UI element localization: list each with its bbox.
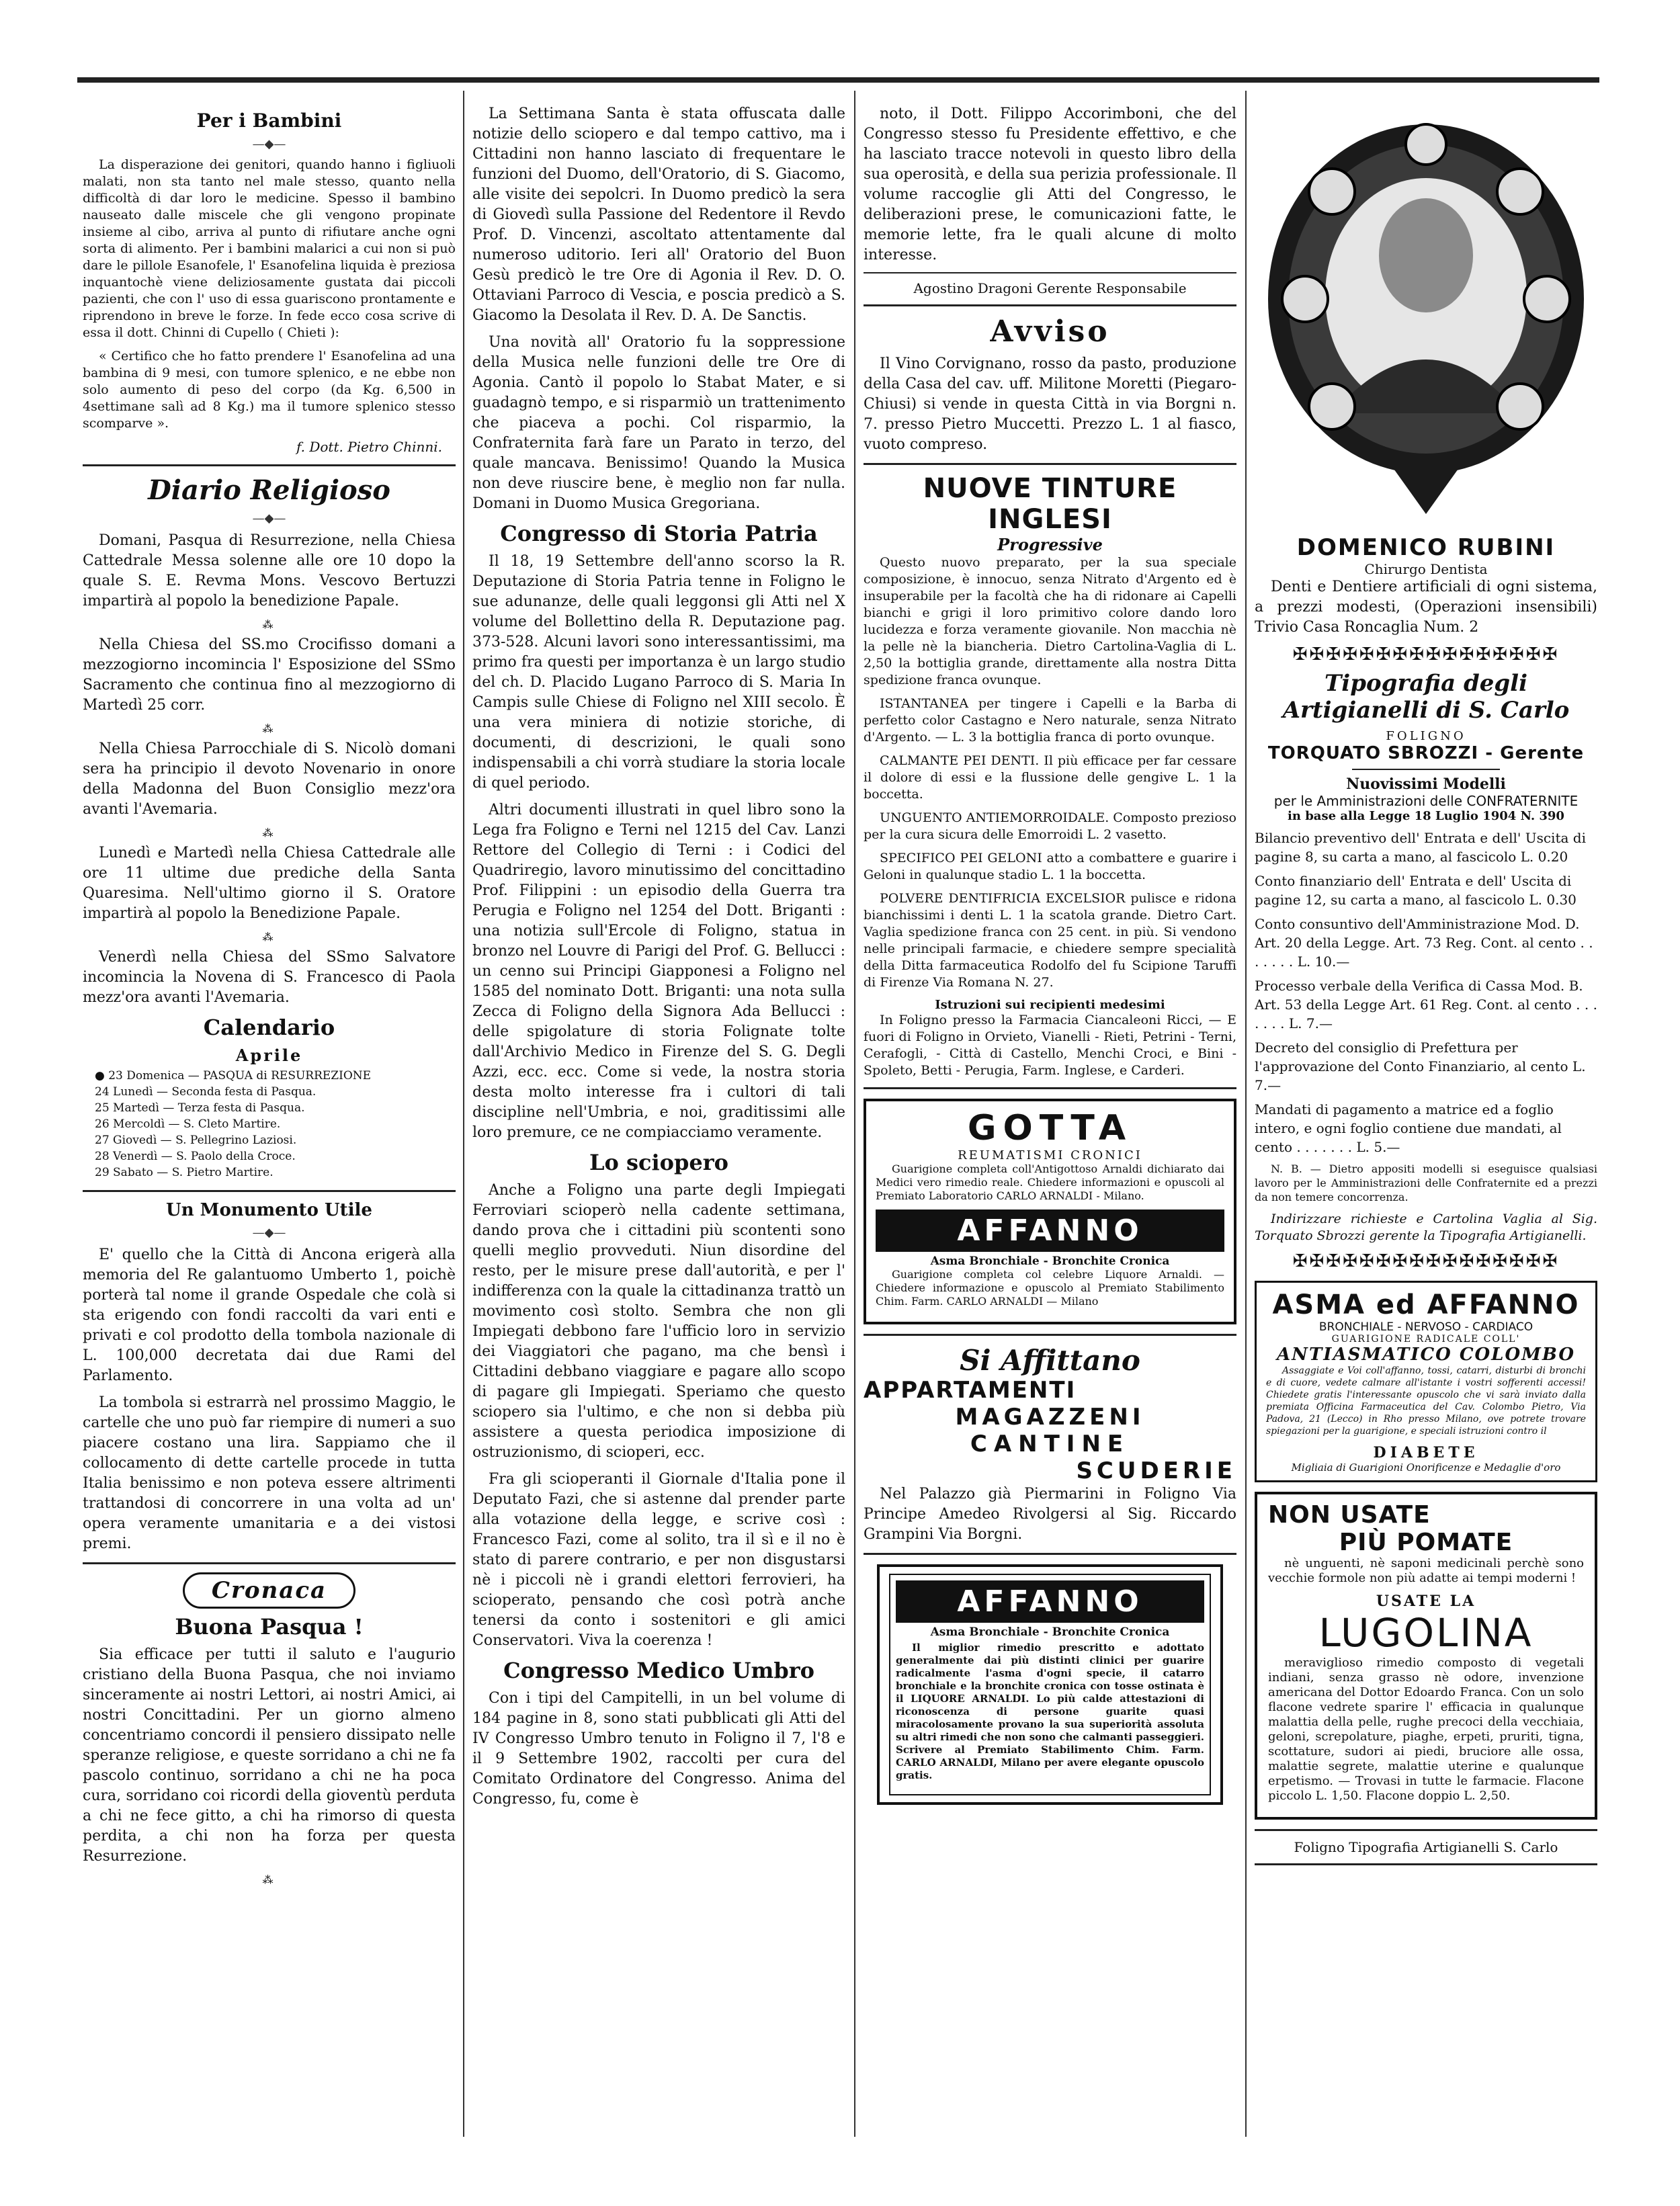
tinture-p2: ISTANTANEA per tingere i Capelli e la Barba di perfetto color Castagno e Nero naturale, senza Nitrato d'Argento. — L. 3 la bottiglia franca di porto ovunque. bbox=[864, 696, 1236, 745]
tinture-subtitle: Progressive bbox=[997, 535, 1103, 554]
divider bbox=[864, 1087, 1236, 1089]
tipografia-modelli: Nuovissimi Modelli bbox=[1346, 775, 1506, 793]
asterism-icon: ⁂ bbox=[262, 618, 276, 631]
diario-title: Diario Religioso bbox=[148, 474, 390, 506]
column-rule bbox=[854, 91, 855, 2137]
asma-sub: BRONCHIALE - NERVOSO - CARDIACO bbox=[1318, 1320, 1534, 1334]
affittano-l1: APPARTAMENTI bbox=[864, 1377, 1077, 1404]
crosses-row-icon: ✠✠✠✠✠✠✠✠✠✠✠✠✠✠✠✠ bbox=[1292, 644, 1560, 665]
divider bbox=[864, 1334, 1236, 1336]
gotta-text: Guarigione completa coll'Antigottoso Arnaldi dichiarato dai Medici vero rimedio reale. Chiedere informazioni e opuscoli al Premiato Laboratorio CARLO ARNALDI - Milano. bbox=[876, 1162, 1224, 1202]
affittano-l4: SCUDERIE bbox=[1076, 1457, 1236, 1484]
bambini-text: La disperazione dei genitori, quando hanno i figliuoli malati, non sta tanto nel male stesso, quanto nella difficoltà di dar loro le medicine. Spesso il bambino nauseato dalle miscele che gli vengono propinate insieme al cibo, arriva al punto di rifiutare anche ogni sorta di alimento. Per i bambini malarici a cui non si può dare le pillole Esanofele, l' Esanofelina liquida è preziosa inquantochè viene deliziosamente gustata dai piccoli pazienti, che con l' uso di essa guariscono prontamente e riprendono in breve le forze. In fede ecco cosa scrive di essa il dott. Chinni di Cupello ( Chieti ): bbox=[83, 157, 456, 340]
asma-footer: Migliaia di Guarigioni Onorificenze e Medaglie d'oro bbox=[1291, 1461, 1561, 1474]
affanno-title: AFFANNO bbox=[876, 1210, 1224, 1252]
column-2 bbox=[472, 104, 845, 1816]
tinture-p7: In Foligno presso la Farmacia Ciancaleoni Ricci, — E fuori di Foligno in Orvieto, Vianelli - Rieti, Petrini - Terni, Cerafogli, - Città di Castello, Menchi Croci, e Bini - Spoleto, Betti - Perugia, Farm. Inglese, e Carderi. bbox=[864, 1013, 1236, 1078]
pomate-ad bbox=[1255, 1492, 1597, 1820]
tinture-p6: POLVERE DENTIFRICIA EXCELSIOR pulisce e ridona bianchissimi i denti L. 1 la scatola grande. Dietro Cart. Vaglia spedizione franca con 25 cent. in più. Si vendono nelle principali farmacie, e chiedere sempre specialità della Ditta farmaceutica Rodolfo del fu Scipione Taruffi di Firenze Via Romana N. 27. bbox=[864, 891, 1236, 990]
tipografia-city: FOLIGNO bbox=[1386, 729, 1466, 743]
buona-pasqua-text: Sia efficace per tutti il saluto e l'augurio cristiano della Buona Pasqua, che noi inviamo sinceramente ai nostri Lettori, ai nostri Amici, ai nostri Concittadini. Per un giorno almeno concentriamo concordi il pensiero dissipato nelle speranze religiose, e queste sorridano a chi ne fa pascolo continuo, sorridano a chi ne ha poca cura, sorridano coi ricordi della gioventù perduta a chi ne fece gitto, a chi ha rimorso di questa perdita, a chi non ha forza per questa Resurrezione. bbox=[83, 1646, 456, 1865]
divider bbox=[864, 304, 1236, 306]
calendar-day: 26 Mercoldì — S. Cleto Martire. bbox=[95, 1117, 281, 1131]
divider bbox=[864, 463, 1236, 465]
rubini-text: Denti e Dentiere artificiali di ogni sistema, a prezzi modesti, (Operazioni insensibili) Trivio Casa Roncaglia Num. 2 bbox=[1255, 579, 1597, 636]
monumento-p2: La tombola si estrarrà nel prossimo Maggio, le cartelle che uno può far riempire di numeri a suo piacere costano una lira. Sappiamo che il collocamento di dette cartelle procede in tutta Italia benissimo e non poteva essere altrimenti trattandosi di concorrere in una volta ad un' opera veramente umanitaria e a dei vistosi premi. bbox=[83, 1394, 456, 1552]
asterism-icon: ⁂ bbox=[262, 826, 276, 839]
calendario-title: Calendario bbox=[203, 1015, 335, 1040]
tipografia-nb: N. B. — Dietro appositi modelli si eseguisce qualsiasi lavoro per le Amministrazioni delle Confraternite ed a prezzi da non temere concorrenza. bbox=[1255, 1162, 1597, 1203]
column-4 bbox=[1255, 104, 1597, 1873]
sciopero-p1: Anche a Foligno una parte degli Impiegati Ferroviari scioperò nella cadente settimana, dando prova che i cittadini più scontenti sono quelli meglio provveduti. Niun disordine del resto, per le misure prese dall'autorità, e per l' indifferenza con la quale la cittadinanza trattò un movimento così stolto. Sembra che non gli Impiegati debbono fare l'ufficio loro in servizio dei Viaggiatori che pagano, ma che bensì i Cittadini debbano viaggiare e pagare allo scopo di pagare gli Impiegati. Speriamo che questo sciopero sia l'ultimo, e che non si debba più assistere a questa periodica imposizione di ostruzionismo, di scioperi, ecc. bbox=[472, 1182, 845, 1461]
asterism-icon: ⁂ bbox=[262, 722, 276, 735]
settimana-santa-text: La Settimana Santa è stata offuscata dalle notizie dello sciopero e dal tempo cattivo, ma i Cittadini non hanno lasciato di frequentare le funzioni del Duomo, dell'Oratorio, di S. Giacomo, alle visite dei sepolcri. In Duomo predicò la sera di Giovedì sulla Passione del Redentore il Revdo Prof. D. Vincenzi, ascoltato attentamente dal numeroso uditorio. Ieri all' Oratorio del Buon Gesù predicò le tre Ore di Agonia il Rev. D. O. Ottaviani Parroco di Vescia, e poscia predicò a S. Giacomo la Desolata il Rev. D. A. De Sanctis. bbox=[472, 105, 845, 324]
divider bbox=[83, 1562, 456, 1564]
calendario-list bbox=[83, 1068, 456, 1181]
congresso-storia-p2: Altri documenti illustrati in quel libro sono la Lega fra Foligno e Terni nel 1215 del Cav. Lanzi Rettore del Collegio di Terni : i Codici del Quadriregio, lavoro minutissimo del concittadino Prof. Filippini : un episodio della Guerra tra Perugia e Foligno nel 1254 del Dott. Briganti : una notizia sull'Ercole di Foligno, statua in bronzo nel Louvre di Parigi del Prof. G. Bellucci : un cenno sui Principi Giapponesi a Foligno nel 1585 del nominato Dott. Briganti: una nota sulla Zecca di Foligno della Signora Ada Bellucci : delle spigolature di storia Folignate tolte dall'Archivio Medico in Firenze del S. G. Degli Azzi, ecc. ecc. Come si vede, la nostra storia desta molto interesse fra i cultori di tali discipline nell'Umbria, e noi, graditissimi alle loro premure, ce ne compiacciamo veramente. bbox=[472, 802, 845, 1141]
asterism-icon: ⁂ bbox=[262, 1873, 276, 1886]
bambini-quote: « Certifico che ho fatto prendere l' Esanofelina ad una bambina di 9 mesi, con tumore splenico, e ne ebbe non solo aumento di peso del corpo (da Kg. 6,500 in 4settimane salì ad 8 Kg.) ma il tumore splenico stesso scomparve ». bbox=[83, 349, 456, 431]
calendar-day: 25 Martedì — Terza festa di Pasqua. bbox=[95, 1101, 305, 1115]
column-rule bbox=[1245, 91, 1247, 2137]
asma-sub2: GUARIGIONE RADICALE COLL' bbox=[1331, 1334, 1521, 1345]
rubini-portrait bbox=[1258, 111, 1594, 527]
pomate-product: LUGOLINA bbox=[1318, 1610, 1534, 1656]
newspaper-page bbox=[77, 77, 1599, 2147]
affanno-ad-sub: Asma Bronchiale - Bronchite Cronica bbox=[930, 1625, 1170, 1639]
diario-p4: Lunedì e Martedì nella Chiesa Cattedrale alle ore 11 ultime due prediche della Santa Quaresima. Nell'ultimo giorno il S. Oratore impartirà al popolo la Benedizione Papale. bbox=[83, 845, 456, 922]
tipografia-title: Tipografia degli Artigianelli di S. Carlo bbox=[1282, 670, 1570, 724]
calendar-day: 29 Sabato — S. Pietro Martire. bbox=[95, 1166, 274, 1179]
diario-p5: Venerdì nella Chiesa del SSmo Salvatore incomincia la Novena di S. Francesco di Paola mezz'ora avanti l'Avemaria. bbox=[83, 949, 456, 1006]
affanno-sub: Asma Bronchiale - Bronchite Cronica bbox=[930, 1255, 1170, 1268]
musica-text: Una novità all' Oratorio fu la soppressione della Musica nelle funzioni delle tre Ore di Agonia. Cantò il popolo lo Stabat Mater, e si guadagnò tempo, e si risparmiò un trattenimento che piaceva a pochi. Col risparmio, la Confraternita farà fare un Parato in terzo, del quale mancava. Benissimo! Quando la Musica non deve riuscire bene, è meglio non far nulla. Domani in Duomo Musica Gregoriana. bbox=[472, 334, 845, 512]
divider bbox=[83, 464, 456, 466]
congresso-medico-text: Con i tipi del Campitelli, in un bel volume di 184 pagine in 8, sono stati pubblicati gli Atti del IV Congresso Umbro tenuto in Foligno il 7, l'8 e il 9 Settembre 1902, raccolti per cura del Comitato Ordinatore del Congresso. Anima del Congresso, fu, come è bbox=[472, 1690, 845, 1808]
divider bbox=[1255, 1829, 1597, 1831]
bambini-signature: f. Dott. Pietro Chinni. bbox=[296, 439, 442, 455]
asma-product: ANTIASMATICO COLOMBO bbox=[1277, 1345, 1575, 1365]
congresso-cont-text: noto, il Dott. Filippo Accorimboni, che del Congresso stesso fu Presidente effettivo, e che ha lasciato tracce notevoli in questo libro della sua operosità, e della sua perizia professionale. Il volume raccoglie gli Atti del Congresso, le deliberazioni prese, le comunicazioni fatte, le memorie lette, fra le quali alcune di molto interesse. bbox=[864, 105, 1236, 263]
affanno-ad-inner bbox=[889, 1574, 1211, 1795]
tinture-istruzioni: Istruzioni sui recipienti medesimi bbox=[935, 998, 1165, 1012]
pomate-title2: PIÙ POMATE bbox=[1339, 1529, 1513, 1556]
column-3 bbox=[864, 104, 1236, 1814]
affittano-l2: MAGAZZENI bbox=[955, 1404, 1145, 1431]
rubini-name: DOMENICO RUBINI bbox=[1296, 534, 1556, 561]
congresso-storia-p1: Il 18, 19 Settembre dell'anno scorso la R. Deputazione di Storia Patria tenne in Foligno le sue adunanze, delle quali leggonsi gli Atti nel X volume del Bollettino della R. Deputazione pag. 373-528. Alcuni lavori sono interessantissimi, ma primo fra questi per importanza è un largo studio del ch. D. Placido Lugano Parroco di S. Maria In Campis sulle Chiese di Foligno nel XIII secolo. È una vera miniera di notizie storiche, di documenti, di descrizioni, le quali sono indispensabili a chi vorrà studiare la storia locale di quel periodo. bbox=[472, 553, 845, 792]
diario-p3: Nella Chiesa Parrocchiale di S. Nicolò domani sera ha principio il devoto Novenario in onore della Madonna del Buon Consiglio mezz'ora avanti l'Avemaria. bbox=[83, 740, 456, 818]
column-rule bbox=[463, 91, 464, 2137]
tinture-p5: SPECIFICO PEI GELONI atto a combattere e guarire i Geloni in qualunque stadio L. 1 la boccetta. bbox=[864, 851, 1236, 882]
ornament-icon: —◆— bbox=[252, 1226, 286, 1240]
bambini-title: Per i Bambini bbox=[196, 110, 342, 132]
congresso-medico-title: Congresso Medico Umbro bbox=[503, 1658, 814, 1683]
asma-diabete: DIABETE bbox=[1373, 1444, 1479, 1461]
pomate-p1: nè unguenti, nè saponi medicinali perchè sono vecchie formole non più adatte ai tempi moderni ! bbox=[1268, 1556, 1584, 1585]
affanno-text: Guarigione completa col celebre Liquore Arnaldi. — Chiedere informazione e opuscolo al Premiato Stabilimento Chim. Farm. CARLO ARNALDI — Milano bbox=[876, 1268, 1224, 1308]
ledger-item: Bilancio preventivo dell' Entrata e dell' Uscita di pagine 8, su carta a mano, al fascicolo L. 0.20 bbox=[1255, 830, 1586, 865]
gotta-title: GOTTA bbox=[967, 1108, 1133, 1148]
tinture-p4: UNGUENTO ANTIEMORROIDALE. Composto prezioso per la cura sicura delle Emorroidi L. 2 vasetto. bbox=[864, 810, 1236, 842]
calendar-day: 27 Giovedì — S. Pellegrino Laziosi. bbox=[95, 1134, 297, 1147]
ledger-item: Mandati di pagamento a matrice ed a foglio intero, e ogni foglio contiene due mandati, al cento . . . . . . . L. 5.— bbox=[1255, 1101, 1562, 1155]
top-rule bbox=[77, 77, 1599, 83]
monumento-p1: E' quello che la Città di Ancona erigerà alla memoria del Re galantuomo Umberto 1, poichè porterà tal nome il grande Ospedale che colà si sta erigendo con fondi raccolti da vari enti e privati e col prodotto della tombola nazionale di L. 100,000 decretata dai due Rami del Parlamento. bbox=[83, 1246, 456, 1384]
cronaca-label: Cronaca bbox=[183, 1572, 355, 1609]
pomate-title1: NON USATE bbox=[1268, 1501, 1431, 1529]
tipografia-gerente: TORQUATO SBROZZI - Gerente bbox=[1267, 743, 1585, 763]
tinture-p1: Questo nuovo preparato, per la sua speciale composizione, è innocuo, senza Nitrato d'Argento ed è insuperabile per la facoltà che ha di ridonare ai Capelli bianchi e grigi il loro primitivo colore dando loro lucidezza e forza veramente giovanile. Non macchia nè la pelle nè la biancheria. Dietro Cartolina-Vaglia di L. 2,50 la bottiglia grande, direttamente alla nostra Ditta spedizione franca ovunque. bbox=[864, 555, 1236, 687]
tinture-title: NUOVE TINTURE INGLESI bbox=[923, 473, 1177, 535]
pomate-usate: USATE LA bbox=[1376, 1593, 1476, 1610]
asterism-icon: ⁂ bbox=[262, 931, 276, 943]
divider bbox=[1255, 1863, 1597, 1865]
divider bbox=[864, 1553, 1236, 1555]
affittano-title: Si Affittano bbox=[960, 1344, 1140, 1377]
calendar-day: 28 Venerdì — S. Paolo della Croce. bbox=[95, 1150, 296, 1163]
cronaca-banner bbox=[83, 1572, 456, 1609]
affanno-ad-text: Il miglior rimedio prescritto e adottato generalmente dai più distinti clinici per guarire radicalmente l'asma d'ogni specie, il catarro bronchiale e la bronchite cronica con tosse ostinata è il LIQUORE ARNALDI. Lo più calde attestazioni di riconoscenza di persone guarite quasi miracolosamente provano la sua superiorità assoluta su altri rimedi che non sono che calmanti passeggieri. Scrivere al Premiato Stabilimento Chim. Farm. CARLO ARNALDI, Milano per avere elegante opuscolo gratis. bbox=[896, 1642, 1204, 1781]
affanno-ad-title: AFFANNO bbox=[896, 1580, 1204, 1623]
gerente-line: Agostino Dragoni Gerente Responsabile bbox=[913, 280, 1187, 296]
divider bbox=[864, 272, 1236, 273]
congresso-storia-title: Congresso di Storia Patria bbox=[500, 521, 818, 546]
gotta-ad bbox=[864, 1099, 1236, 1324]
affanno-ad bbox=[877, 1564, 1223, 1805]
monumento-title: Un Monumento Utile bbox=[166, 1200, 372, 1220]
crosses-row-icon: ✠✠✠✠✠✠✠✠✠✠✠✠✠✠✠✠ bbox=[1292, 1251, 1560, 1271]
ornament-icon: —◆— bbox=[252, 137, 286, 151]
ledger-item: Processo verbale della Verifica di Cassa Mod. B. Art. 53 della Legge Art. 61 Reg. Cont. al cento . . . . . . . L. 7.— bbox=[1255, 978, 1597, 1031]
buona-pasqua-title: Buona Pasqua ! bbox=[175, 1614, 364, 1640]
sciopero-p2: Fra gli scioperanti il Giornale d'Italia pone il Deputato Fazi, che si astenne dal prender parte alla votazione della legge, e scrive così : Francesco Fazi, come al solito, tra il sì e il no è stato di parere contrario, e per non disgustarsi nè i piccoli nè i grandi elettori ferrovieri, ha scioperato, pensando che così potrà anche tenersi da conto i sostenitori e gli amici Conservatori. Viva la coerenza ! bbox=[472, 1471, 845, 1649]
ledger-item: Decreto del consiglio di Prefettura per l'approvazione del Conto Finanziario, al cento L. 7.— bbox=[1255, 1040, 1586, 1093]
asma-title: ASMA ed AFFANNO bbox=[1272, 1289, 1580, 1320]
footer-imprint: Foligno Tipografia Artigianelli S. Carlo bbox=[1294, 1839, 1558, 1855]
calendar-day: 24 Lunedì — Seconda festa di Pasqua. bbox=[95, 1085, 317, 1099]
divider bbox=[1352, 769, 1500, 770]
ledger-item: Conto consuntivo dell'Amministrazione Mod. D. Art. 20 della Legge. Art. 73 Reg. Cont. al cento . . . . . . . L. 10.— bbox=[1255, 916, 1593, 970]
asma-ad bbox=[1255, 1281, 1597, 1482]
avviso-title: Avviso bbox=[990, 314, 1110, 349]
rubini-role: Chirurgo Dentista bbox=[1364, 561, 1488, 577]
divider bbox=[83, 1190, 456, 1192]
pomate-p2: meraviglioso rimedio composto di vegetali indiani, senza grasso nè odore, invenzione americana del Dottor Edoardo Franca. Con un solo flacone vedrete sparire l' efficacia in qualunque malattia della pelle, rughe precoci della vecchiaia, geloni, screpolature, piaghe, erpeti, pruriti, tigna, scottature, sudori ai piedi, bruciore alle ossa, malattie segrete, malattie uterine e qualunque erpetismo. — Trovasi in tutte le farmacie. Flacone piccolo L. 1,50. Flacone doppio L. 2,50. bbox=[1268, 1656, 1584, 1803]
tinture-p3: CALMANTE PEI DENTI. Il più efficace per far cessare il dolore di essi e la flussione delle gengive L. 1 la boccetta. bbox=[864, 753, 1236, 802]
calendar-day: ● 23 Domenica — PASQUA di RESURREZIONE bbox=[95, 1069, 372, 1083]
affittano-l3: CANTINE bbox=[970, 1431, 1130, 1457]
portrait-frame-icon bbox=[1258, 111, 1594, 527]
tipografia-amm: per le Amministrazioni delle CONFRATERNITE bbox=[1273, 793, 1579, 809]
tipografia-legge: in base alla Legge 18 Luglio 1904 N. 390 bbox=[1288, 809, 1564, 823]
tipografia-indirizzo: Indirizzare richieste e Cartolina Vaglia al Sig. Torquato Sbrozzi gerente la Tipografia Artigianelli. bbox=[1255, 1212, 1597, 1243]
gotta-sub: REUMATISMI CRONICI bbox=[958, 1148, 1142, 1162]
diario-p1: Domani, Pasqua di Resurrezione, nella Chiesa Cattedrale Messa solenne alle ore 10 dopo la quale S. E. Revma Mons. Vescovo Bertuzzi impartirà al popolo la benedizione Papale. bbox=[83, 532, 456, 609]
diario-p2: Nella Chiesa del SS.mo Crocifisso domani a mezzogiorno incomincia l' Esposizione del SSmo Sacramento che continua fino al mezzogiorno di Martedì 25 corr. bbox=[83, 636, 456, 714]
affittano-text: Nel Palazzo già Piermarini in Foligno Via Principe Amedeo Rivolgersi al Sig. Riccardo Grampini Via Borgni. bbox=[864, 1486, 1236, 1543]
calendario-month: Aprile bbox=[235, 1046, 303, 1065]
ornament-icon: —◆— bbox=[252, 511, 286, 525]
ledger-item: Conto finanziario dell' Entrata e dell' Uscita di pagine 12, su carta a mano, al fascicolo L. 0.30 bbox=[1255, 873, 1577, 908]
column-1 bbox=[83, 104, 456, 1890]
avviso-text: Il Vino Corvignano, rosso da pasto, produzione della Casa del cav. uff. Militone Moretti (Piegaro-Chiusi) si vende in questa Città in via Borgni n. 7. presso Pietro Muccetti. Prezzo L. 1 al fiasco, vuoto compreso. bbox=[864, 355, 1236, 453]
asma-text: Assaggiate e Voi coll'affanno, tossi, catarri, disturbi di bronchi e di cuore, vedete calmare all'istante i vostri sofferenti accessi! Chiedete gratis l'interessante opuscolo che vi sarà inviato dalla premiata Officina Farmaceutica del Cav. Colombo Pietro, Via Padova, 21 (Lecco) in Rho presso Milano, ove potrete trovare spiegazioni per la guarigione, e speciali istruzioni contro il bbox=[1266, 1365, 1586, 1437]
sciopero-title: Lo sciopero bbox=[589, 1150, 728, 1175]
